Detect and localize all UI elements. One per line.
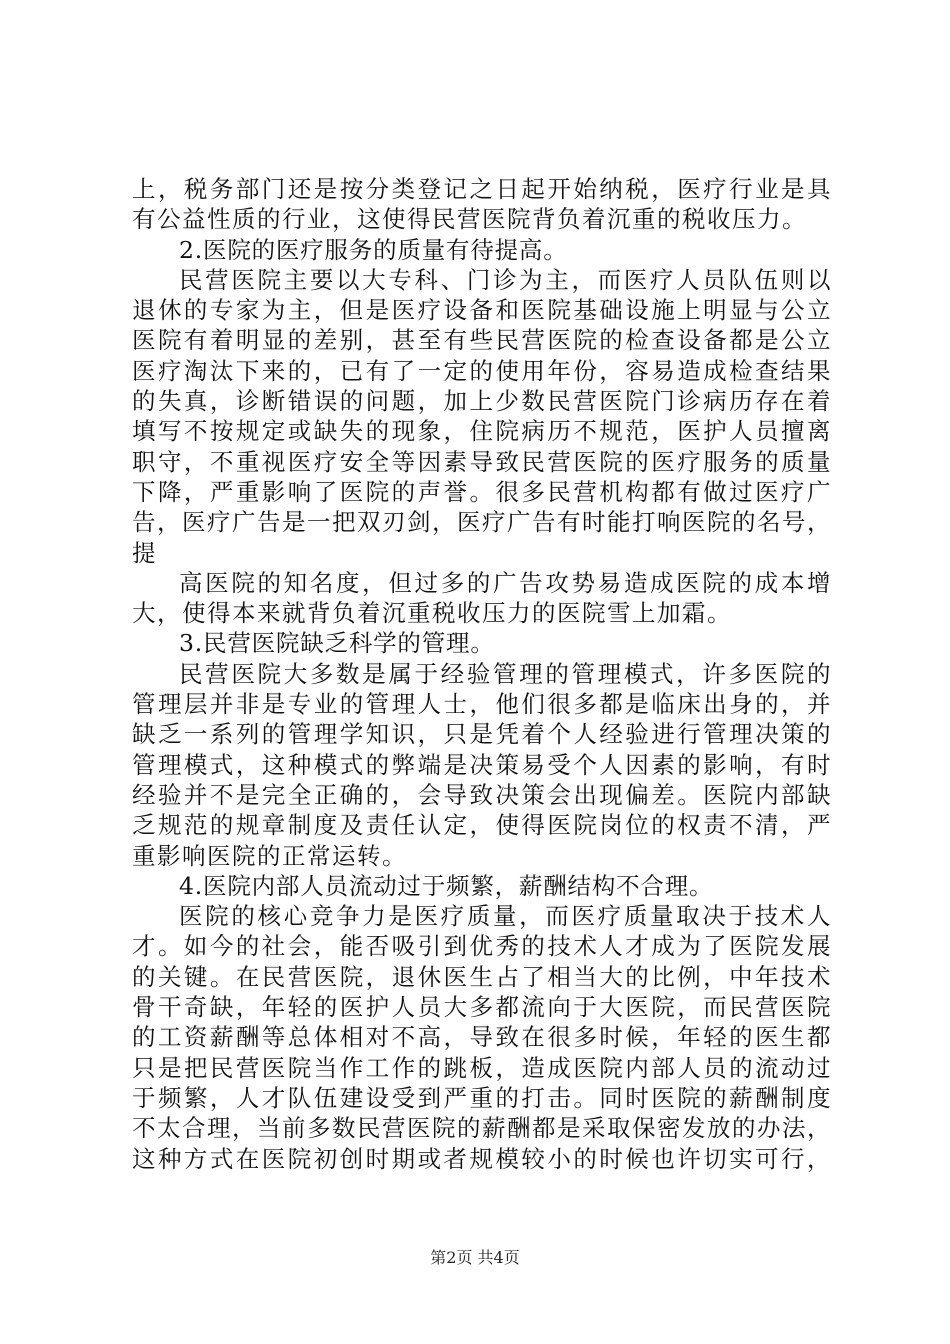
text-line: 医院的核心竞争力是医疗质量，而医疗质量取决于技术人 [179, 902, 832, 931]
text-line: 经验并不是完全正确的，会导致决策会出现偏差。医院内部缺 [132, 780, 832, 809]
text-line: 有公益性质的行业，这使得民营医院背负着沉重的税收压力。 [132, 205, 807, 234]
text-line: 乏规范的规章制度及责任认定，使得医院岗位的权责不清，严 [132, 811, 832, 840]
text-line: 重影响医院的正常运转。 [132, 841, 407, 870]
text-line: 骨干奇缺，年轻的医护人员大多都流向于大医院，而民营医院 [132, 993, 832, 1022]
text-line: 不太合理，当前多数民营医院的薪酬都是采取保密发放的办法， [132, 1114, 832, 1143]
text-line: 提 [132, 538, 157, 567]
page-footer: 第2页 共4页 [430, 1248, 520, 1267]
text-line: 大，使得本来就背负着沉重税收压力的医院雪上加霜。 [132, 599, 732, 628]
text-line: 的工资薪酬等总体相对不高，导致在很多时候，年轻的医生都 [132, 1023, 832, 1052]
text-line: 医院有着明显的差别，甚至有些民营医院的检查设备都是公立 [132, 326, 832, 355]
text-line: 这种方式在医院初创时期或者规模较小的时候也许切实可行， [132, 1144, 832, 1173]
text-line: 的关键。在民营医院，退休医生占了相当大的比例，中年技术 [132, 962, 832, 991]
text-line: 职守，不重视医疗安全等因素导致民营医院的医疗服务的质量 [132, 447, 832, 476]
section-heading: 2.医院的医疗服务的质量有待提高。 [179, 235, 568, 264]
text-line: 于频繁，人才队伍建设受到严重的打击。同时医院的薪酬制度 [132, 1083, 832, 1112]
text-line: 管理模式，这种模式的弊端是决策易受个人因素的影响，有时 [132, 750, 832, 779]
text-line: 才。如今的社会，能否吸引到优秀的技术人才成为了医院发展 [132, 932, 832, 961]
text-line: 医疗淘汰下来的，已有了一定的使用年份，容易造成检查结果 [132, 356, 832, 385]
body-text [132, 174, 832, 1174]
text-line: 告，医疗广告是一把双刃剑，医疗广告有时能打响医院的名号， [132, 508, 832, 537]
section-heading: 3.民营医院缺乏科学的管理。 [179, 629, 495, 658]
text-line: 退休的专家为主，但是医疗设备和医院基础设施上明显与公立 [132, 296, 832, 325]
text-line: 高医院的知名度，但过多的广告攻势易造成医院的成本增 [179, 568, 832, 597]
section-heading: 4.医院内部人员流动过于频繁，薪酬结构不合理。 [179, 871, 714, 900]
text-line: 只是把民营医院当作工作的跳板，造成医院内部人员的流动过 [132, 1053, 832, 1082]
text-line: 民营医院大多数是属于经验管理的管理模式，许多医院的 [179, 659, 832, 688]
text-line: 填写不按规定或缺失的现象，住院病历不规范，医护人员擅离 [132, 417, 832, 446]
text-line: 缺乏一系列的管理学知识，只是凭着个人经验进行管理决策的 [132, 720, 832, 749]
text-line: 的失真，诊断错误的问题，加上少数民营医院门诊病历存在着 [132, 387, 832, 416]
text-line: 下降，严重影响了医院的声誉。很多民营机构都有做过医疗广 [132, 477, 832, 506]
text-line: 上，税务部门还是按分类登记之日起开始纳税，医疗行业是具 [132, 175, 832, 203]
text-line: 管理层并非是专业的管理人士，他们很多都是临床出身的，并 [132, 690, 832, 719]
text-line: 民营医院主要以大专科、门诊为主，而医疗人员队伍则以 [179, 265, 832, 294]
